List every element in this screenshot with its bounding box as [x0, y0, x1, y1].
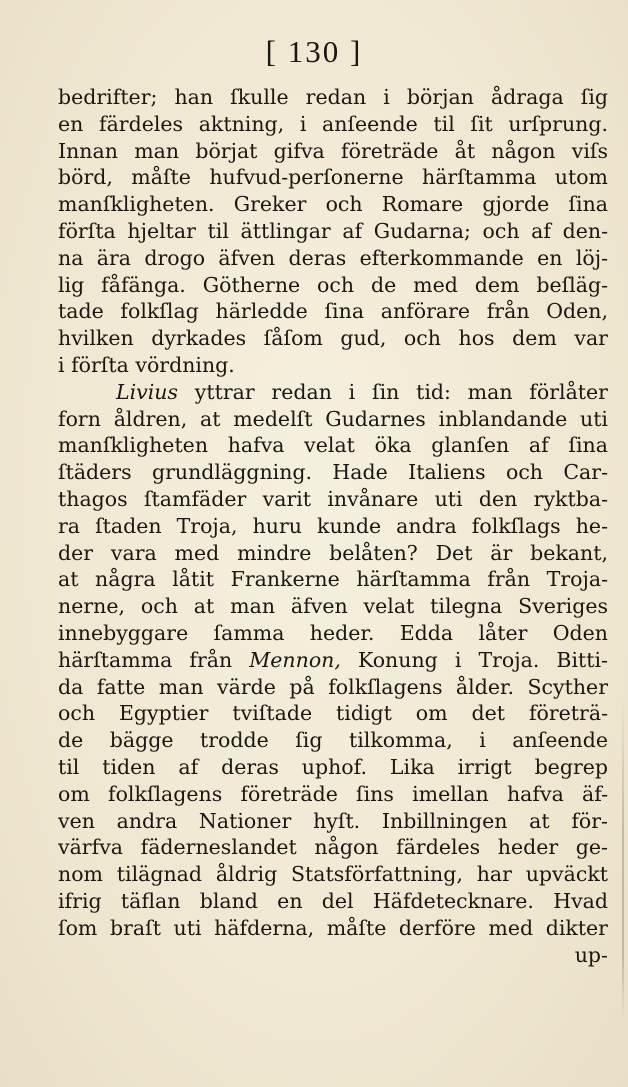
text-line: tade folkſlag härledde ſina anförare från Oden, — [58, 299, 608, 324]
text-line: lig fåfänga. Götherne och de med dem beſläg- — [58, 272, 608, 297]
text-line: da fatte man värde på folkſlagens ålder. Scyther — [58, 674, 608, 699]
catchword: up- — [574, 942, 608, 967]
text-line: börd, måſte hufvud-perſonerne härſtamma utom — [58, 165, 608, 190]
text-line: bedrifter; han ſkulle redan i början ådraga ſig — [58, 85, 608, 109]
text-line-start: härſtamma från — [58, 647, 233, 672]
text-line: värfva fäderneslandet någon färdeles heder ge- — [58, 835, 608, 860]
text-line: der vara med mindre belåten? Det är bekant, — [58, 540, 608, 565]
text-line: at några låtit Frankerne härſtamma från Troja- — [58, 567, 608, 592]
italic-mennon: Mennon, — [249, 647, 341, 672]
text-line: forn åldren, at medelſt Gudarnes inblandande uti — [58, 406, 608, 431]
text-line: manſkligheten. Greker och Romare gjorde ſina — [58, 192, 608, 217]
text-line: til tiden af deras uphof. Lika irrigt begrep — [58, 754, 608, 779]
text-line: och Egyptier tviſtade tidigt om det företrä- — [58, 701, 608, 726]
text-line-rest: Konung i Troja. Bitti- — [357, 647, 608, 672]
text-line: i förſta vördning. — [58, 352, 235, 377]
text-line: hvilken dyrkades ſåſom gud, och hos dem var — [58, 326, 608, 351]
text-line: nerne, och at man äfven velat tilegna Sveriges — [58, 594, 608, 619]
text-line: förſta hjeltar til ättlingar af Gudarna; och af den- — [58, 218, 608, 243]
italic-livius: Livius — [116, 379, 179, 404]
text-line: ſtäders grundläggning. Hade Italiens och Car- — [58, 460, 608, 485]
text-line: Innan man börjat gifva företräde åt någon viſs — [58, 138, 608, 163]
body-text — [58, 84, 608, 968]
text-line: de bägge trodde ſig tilkomma, i anſeende — [58, 728, 608, 753]
text-line: om folkſlagens företräde ſins imellan hafva äf- — [58, 781, 608, 806]
text-line: ven andra Nationer hyſt. Inbillningen at för- — [58, 808, 608, 833]
text-line: en färdeles aktning, i anſeende til ſit urſprung. — [58, 111, 608, 136]
text-line-livius — [58, 379, 608, 406]
text-line-mennon — [58, 647, 608, 674]
text-line: na ära drogo äfven deras efterkommande en löj- — [58, 245, 608, 270]
text-line: manſkligheten hafva velat öka glanſen af ſina — [58, 433, 608, 458]
page-number: [ 130 ] — [265, 34, 363, 69]
text-line: ra ſtaden Troja, huru kunde andra folkſlags he- — [58, 513, 608, 538]
text-line-rest: yttrar redan i ſin tid: man förlåter — [194, 379, 608, 404]
text-line: innebyggare ſamma heder. Edda låter Oden — [58, 620, 608, 645]
text-line: thagos ſtamfäder varit invånare uti den ryktba- — [58, 486, 608, 511]
text-line: ifrig täflan bland en del Häfdetecknare. Hvad — [58, 888, 608, 913]
page-edge-shadow — [622, 700, 624, 1020]
text-line: ſom braſt uti häfderna, måſte derföre med dikter — [58, 915, 608, 940]
text-line: nom tilägnad åldrig Statsförfattning, har upväckt — [58, 862, 608, 887]
